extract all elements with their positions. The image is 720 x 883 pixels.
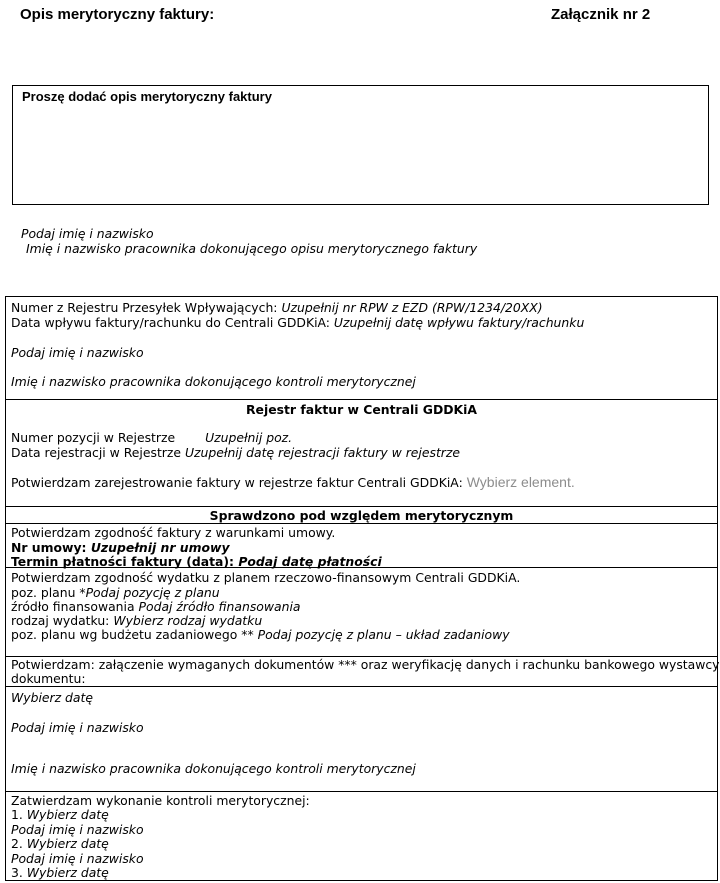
contract-label: Nr umowy: xyxy=(11,540,87,555)
register-confirm-row xyxy=(11,475,575,490)
contract-field[interactable]: Uzupełnij nr umowy xyxy=(90,540,230,555)
control-name-field[interactable]: Podaj imię i nazwisko xyxy=(11,720,144,735)
approval-date-picker[interactable]: Wybierz datę xyxy=(26,865,109,880)
description-box[interactable] xyxy=(12,85,709,205)
position-row xyxy=(11,430,292,445)
expense-type-row xyxy=(11,613,262,628)
receipt-row xyxy=(11,315,584,330)
description-label: Proszę dodać opis merytoryczny faktury xyxy=(22,89,272,104)
documents-section xyxy=(5,656,718,687)
checked-title: Sprawdzono pod względem merytorycznym xyxy=(209,508,514,523)
funding-source-row xyxy=(11,599,301,614)
receipt-date-field[interactable]: Uzupełnij datę wpływu faktury/rachunku xyxy=(333,315,585,330)
registry-section xyxy=(5,296,718,400)
plan-item-label: poz. planu * xyxy=(11,585,86,600)
registration-date-label: Data rejestracji w Rejestrze xyxy=(11,445,182,460)
approval-date-picker[interactable]: Wybierz datę xyxy=(26,807,109,822)
annex-label: Załącznik nr 2 xyxy=(551,6,651,23)
receipt-label: Data wpływu faktury/rachunku do Centrali GDDKiA: xyxy=(11,315,330,330)
invoice-register-section xyxy=(5,399,718,507)
contract-row xyxy=(11,540,230,555)
expense-type-label: rodzaj wydatku: xyxy=(11,613,110,628)
registration-date-row xyxy=(11,445,460,460)
control-date-picker[interactable]: Wybierz datę xyxy=(11,690,93,705)
deadline-label: Termin płatności faktury (data): xyxy=(11,554,235,569)
budget-item-field[interactable]: Podaj pozycję z planu – układ zadaniowy xyxy=(257,627,510,642)
register-confirm-label: Potwierdzam zarejestrowanie faktury w rejestrze faktur Centrali GDDKiA: xyxy=(11,475,463,490)
control-section xyxy=(5,686,718,792)
author-name-field[interactable]: Podaj imię i nazwisko xyxy=(21,226,154,241)
funding-source-field[interactable]: Podaj źródło finansowania xyxy=(138,599,301,614)
approval-item-3 xyxy=(11,865,109,880)
approval-item-1 xyxy=(11,807,109,822)
rpw-row xyxy=(11,300,543,315)
plan-section xyxy=(5,567,718,657)
registration-date-field[interactable]: Uzupełnij datę rejestracji faktury w rejestrze xyxy=(184,445,461,460)
registry-caption: Imię i nazwisko pracownika dokonującego kontroli merytorycznej xyxy=(11,374,416,389)
plan-item-row xyxy=(11,585,220,600)
contract-compliance: Potwierdzam zgodność faktury z warunkami umowy. xyxy=(11,525,336,540)
invoice-register-title: Rejestr faktur w Centrali GDDKiA xyxy=(246,402,477,417)
approval-item-2 xyxy=(11,836,109,851)
rpw-field[interactable]: Uzupełnij nr RPW z EZD (RPW/1234/20XX) xyxy=(281,300,543,315)
control-caption: Imię i nazwisko pracownika dokonującego kontroli merytorycznej xyxy=(11,761,416,776)
approval-date-picker[interactable]: Wybierz datę xyxy=(26,836,109,851)
documents-line-1: Potwierdzam: załączenie wymaganych dokumentów *** oraz weryfikację danych i rachunku bankowego wystawcy xyxy=(11,657,720,672)
position-label: Numer pozycji w Rejestrze xyxy=(11,430,176,445)
divider xyxy=(6,523,717,524)
register-confirm-dropdown[interactable]: Wybierz element. xyxy=(466,474,575,490)
budget-item-label: poz. planu wg budżetu zadaniowego ** xyxy=(11,627,254,642)
approval-number: 2. xyxy=(11,836,23,851)
plan-item-field[interactable]: Podaj pozycję z planu xyxy=(85,585,220,600)
approval-name-field[interactable]: Podaj imię i nazwisko xyxy=(11,822,144,837)
approval-name-field[interactable]: Podaj imię i nazwisko xyxy=(11,851,144,866)
documents-line-2: dokumentu: xyxy=(11,671,86,686)
registry-name-field[interactable]: Podaj imię i nazwisko xyxy=(11,345,144,360)
author-caption: Imię i nazwisko pracownika dokonującego opisu merytorycznego faktury xyxy=(26,241,478,256)
approval-title: Zatwierdzam wykonanie kontroli merytorycznej: xyxy=(11,793,310,808)
checked-section xyxy=(5,506,718,568)
approval-section xyxy=(5,791,718,881)
plan-compliance: Potwierdzam zgodność wydatku z planem rzeczowo-finansowym Centrali GDDKiA. xyxy=(11,570,521,585)
approval-number: 1. xyxy=(11,807,23,822)
budget-item-row xyxy=(11,627,510,642)
deadline-field[interactable]: Podaj datę płatności xyxy=(238,554,382,569)
document-title: Opis merytoryczny faktury: xyxy=(20,6,215,23)
rpw-label: Numer z Rejestru Przesyłek Wpływających: xyxy=(11,300,278,315)
expense-type-dropdown[interactable]: Wybierz rodzaj wydatku xyxy=(113,613,263,628)
funding-source-label: źródło finansowania xyxy=(11,599,135,614)
position-field[interactable]: Uzupełnij poz. xyxy=(205,430,293,445)
approval-number: 3. xyxy=(11,865,23,880)
